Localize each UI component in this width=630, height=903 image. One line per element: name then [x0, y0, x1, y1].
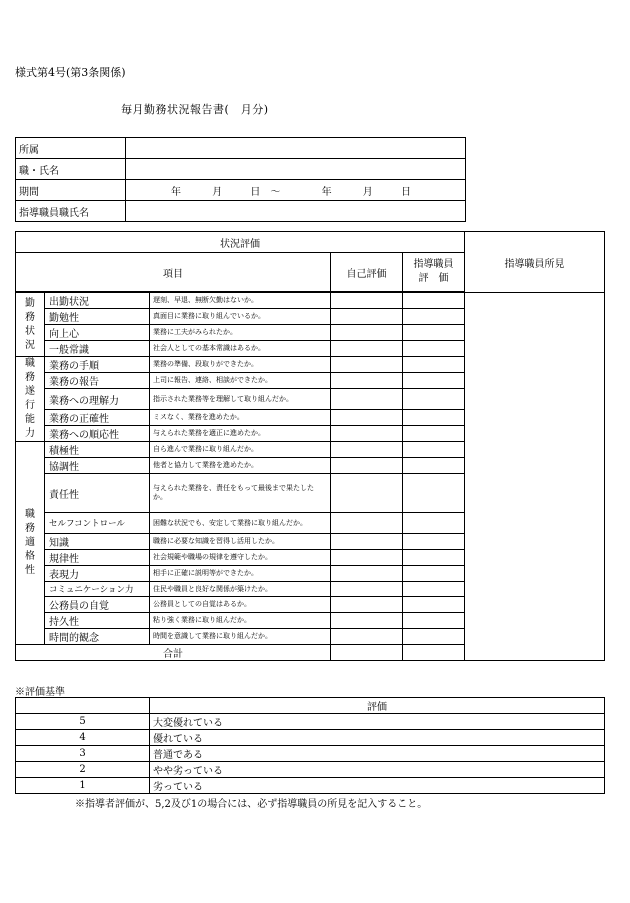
supervisor-eval-cell[interactable] — [403, 325, 465, 341]
item-description: 困難な状況でも、安定して業務に取り組んだか。 — [150, 513, 331, 534]
criteria-score: 4 — [16, 730, 150, 746]
item-label: セルフコントロール — [45, 513, 150, 534]
item-label: 責任性 — [45, 474, 150, 513]
comments-cell[interactable] — [465, 293, 605, 661]
item-description: 相手に正確に説明等ができたか。 — [150, 566, 331, 582]
item-description: 遅刻、早退、無断欠勤はないか。 — [150, 293, 331, 309]
item-description: 業務の準備、段取りができたか。 — [150, 357, 331, 373]
self-eval-cell[interactable] — [331, 458, 403, 474]
supervisor-label: 指導職員職氏名 — [16, 201, 126, 222]
criteria-score: 1 — [16, 778, 150, 794]
supervisor-field[interactable] — [126, 201, 466, 222]
self-eval-cell[interactable] — [331, 550, 403, 566]
supervisor-row — [16, 201, 466, 222]
supervisor-eval-cell[interactable] — [403, 597, 465, 613]
total-label: 合計 — [16, 645, 331, 661]
period-field[interactable] — [126, 180, 466, 201]
supervisor-eval-total[interactable] — [403, 645, 465, 661]
supervisor-eval-cell[interactable] — [403, 566, 465, 582]
item-label: 知識 — [45, 534, 150, 550]
supervisor-eval-cell[interactable] — [403, 309, 465, 325]
category-label: 職 務 遂 行 能 力 — [16, 357, 45, 442]
name-field[interactable] — [126, 159, 466, 180]
criteria-text: 優れている — [150, 730, 605, 746]
item-description: 与えられた業務を適正に進めたか。 — [150, 426, 331, 442]
self-eval-cell[interactable] — [331, 309, 403, 325]
item-label: 規律性 — [45, 550, 150, 566]
item-label: 業務の手順 — [45, 357, 150, 373]
criteria-header-row — [16, 698, 605, 714]
self-eval-cell[interactable] — [331, 426, 403, 442]
period-day-start: 日 ～ — [250, 186, 281, 198]
self-eval-cell[interactable] — [331, 389, 403, 410]
supervisor-eval-cell[interactable] — [403, 474, 465, 513]
supervisor-eval-cell[interactable] — [403, 582, 465, 597]
item-description: 業務に工夫がみられたか。 — [150, 325, 331, 341]
supervisor-eval-cell[interactable] — [403, 458, 465, 474]
info-table — [15, 137, 466, 222]
item-description: ミスなく、業務を進めたか。 — [150, 410, 331, 426]
item-description: 公務員としての自覚はあるか。 — [150, 597, 331, 613]
item-label: 一般常識 — [45, 341, 150, 357]
criteria-label: ※評価基準 — [15, 687, 65, 698]
self-eval-cell[interactable] — [331, 357, 403, 373]
status-eval-header: 状況評価 — [16, 232, 465, 253]
criteria-row — [16, 714, 605, 730]
period-month-end: 月 — [362, 186, 373, 198]
supervisor-eval-cell[interactable] — [403, 410, 465, 426]
item-label: 公務員の自覚 — [45, 597, 150, 613]
period-day-end: 日 — [400, 186, 411, 198]
name-label: 職・氏名 — [16, 159, 126, 180]
self-eval-cell[interactable] — [331, 341, 403, 357]
item-header: 項目 — [16, 253, 331, 292]
item-label: 表現力 — [45, 566, 150, 582]
item-description: 時間を意識して業務に取り組んだか。 — [150, 629, 331, 645]
self-eval-cell[interactable] — [331, 613, 403, 629]
supervisor-eval-cell[interactable] — [403, 629, 465, 645]
self-eval-cell[interactable] — [331, 410, 403, 426]
affiliation-row — [16, 138, 466, 159]
criteria-score: 5 — [16, 714, 150, 730]
name-row — [16, 159, 466, 180]
item-description: 自ら進んで業務に取り組んだか。 — [150, 442, 331, 458]
period-year-start: 年 — [171, 186, 181, 198]
criteria-row — [16, 778, 605, 794]
criteria-row — [16, 762, 605, 778]
supervisor-eval-cell[interactable] — [403, 389, 465, 410]
criteria-table — [15, 697, 605, 794]
eval-header-row — [16, 232, 605, 253]
item-description: 真面目に業務に取り組んでいるか。 — [150, 309, 331, 325]
self-eval-cell[interactable] — [331, 597, 403, 613]
period-month-start: 月 — [212, 186, 223, 198]
item-description: 指示された業務等を理解して取り組んだか。 — [150, 389, 331, 410]
item-label: 勤勉性 — [45, 309, 150, 325]
item-label: 出勤状況 — [45, 293, 150, 309]
item-description: 職務に必要な知識を習得し活用したか。 — [150, 534, 331, 550]
item-label: 積極性 — [45, 442, 150, 458]
self-eval-cell[interactable] — [331, 534, 403, 550]
supervisor-eval-cell[interactable] — [403, 534, 465, 550]
self-eval-cell[interactable] — [331, 293, 403, 309]
criteria-text: 普通である — [150, 746, 605, 762]
self-eval-cell[interactable] — [331, 442, 403, 458]
criteria-header: 評価 — [150, 698, 605, 714]
evaluation-table — [15, 231, 605, 661]
item-label: 向上心 — [45, 325, 150, 341]
period-label: 期間 — [16, 180, 126, 201]
category-label: 勤 務 状 況 — [16, 293, 45, 357]
self-eval-cell[interactable] — [331, 513, 403, 534]
affiliation-label: 所属 — [16, 138, 126, 159]
comments-header: 指導職員所見 — [465, 232, 605, 293]
criteria-score: 2 — [16, 762, 150, 778]
item-description: 粘り強く業務に取り組んだか。 — [150, 613, 331, 629]
supervisor-eval-cell[interactable] — [403, 613, 465, 629]
supervisor-eval-cell[interactable] — [403, 513, 465, 534]
self-eval-cell[interactable] — [331, 582, 403, 597]
affiliation-field[interactable] — [126, 138, 466, 159]
item-label: 業務の報告 — [45, 373, 150, 389]
period-row — [16, 180, 466, 201]
self-eval-header: 自己評価 — [331, 253, 403, 292]
self-eval-cell[interactable] — [331, 629, 403, 645]
supervisor-eval-cell[interactable] — [403, 373, 465, 389]
self-eval-cell[interactable] — [331, 325, 403, 341]
item-description: 住民や職員と良好な関係が築けたか。 — [150, 582, 331, 597]
category-label: 職 務 適 格 性 — [16, 442, 45, 645]
item-label: 持久性 — [45, 613, 150, 629]
item-label: コミュニケーション力 — [45, 582, 150, 597]
item-description: 社会規範や職場の規律を遵守したか。 — [150, 550, 331, 566]
supervisor-eval-cell[interactable] — [403, 550, 465, 566]
supervisor-eval-cell[interactable] — [403, 442, 465, 458]
self-eval-cell[interactable] — [331, 566, 403, 582]
supervisor-eval-cell[interactable] — [403, 341, 465, 357]
criteria-text: 劣っている — [150, 778, 605, 794]
item-label: 業務への理解力 — [45, 389, 150, 410]
criteria-text: 大変優れている — [150, 714, 605, 730]
period-year-end: 年 — [321, 186, 332, 198]
criteria-text: やや劣っている — [150, 762, 605, 778]
item-label: 時間的観念 — [45, 629, 150, 645]
self-eval-total[interactable] — [331, 645, 403, 661]
item-description: 他者と協力して業務を進めたか。 — [150, 458, 331, 474]
form-number: 様式第4号(第3条関係) — [15, 66, 126, 79]
item-label: 業務への順応性 — [45, 426, 150, 442]
self-eval-cell[interactable] — [331, 373, 403, 389]
item-description: 上司に報告、連絡、相談ができたか。 — [150, 373, 331, 389]
criteria-row — [16, 746, 605, 762]
footnote: ※指導者評価が、5,2及び1の場合には、必ず指導職員の所見を記入すること。 — [75, 799, 428, 810]
supervisor-eval-header: 指導職員 評 価 — [403, 253, 465, 292]
criteria-score: 3 — [16, 746, 150, 762]
supervisor-eval-cell[interactable] — [403, 426, 465, 442]
criteria-row — [16, 730, 605, 746]
supervisor-eval-cell[interactable] — [403, 357, 465, 373]
eval-row — [16, 293, 605, 309]
document-title: 毎月勤務状況報告書( 月分) — [121, 103, 269, 116]
item-label: 業務の正確性 — [45, 410, 150, 426]
item-description: 与えられた業務を、責任をもって最後まで果たしたか。 — [150, 474, 331, 513]
self-eval-cell[interactable] — [331, 474, 403, 513]
item-description: 社会人としての基本常識はあるか。 — [150, 341, 331, 357]
item-label: 協調性 — [45, 458, 150, 474]
supervisor-eval-cell[interactable] — [403, 293, 465, 309]
